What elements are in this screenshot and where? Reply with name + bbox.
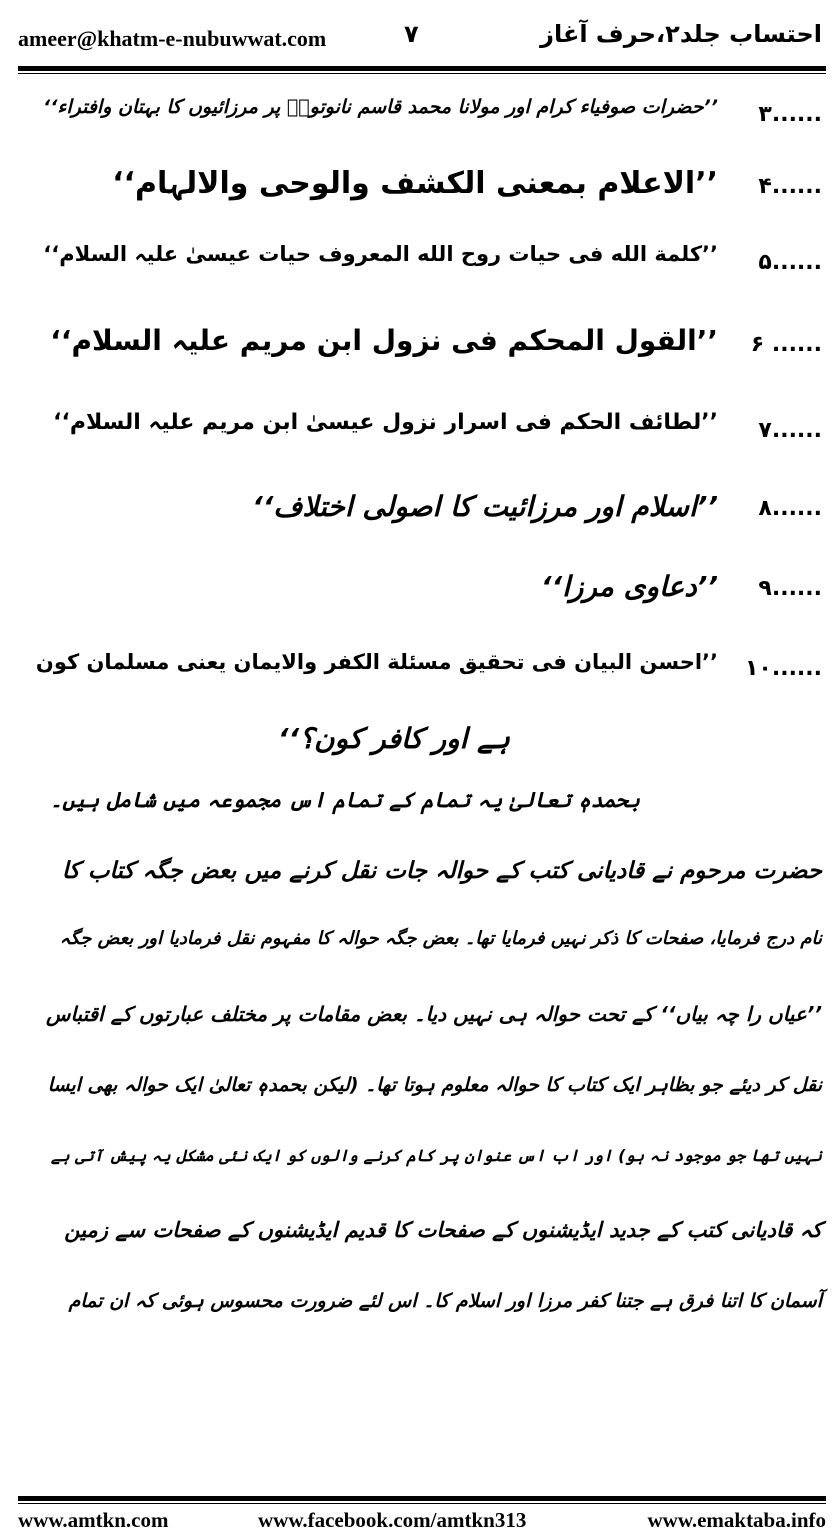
body-line: ’’عیاں را چہ بیاں‘‘ کے تحت حوالہ ہی نہیں دیا۔ بعض مقامات پر مختلف عبارتوں کے اقتباس	[46, 1002, 822, 1026]
list-item-number: ۹......	[758, 576, 822, 601]
list-item-text: ’’الاعلام بمعنی الکشف والوحی والالہام‘‘	[112, 166, 718, 201]
list-item-text: ’’کلمة الله فی حیات روح الله المعروف حیات عیسیٰ علیہ السلام‘‘	[43, 242, 718, 266]
footer-link-facebook[interactable]: www.facebook.com/amtkn313	[258, 1508, 527, 1532]
page-header	[0, 0, 840, 70]
list-item-number: ۸......	[758, 496, 822, 521]
list-item-number: ۷......	[758, 418, 822, 443]
body-line: بحمدہٖ تعالیٰ یہ تمام کے تمام اس مجموعہ میں شامل ہیں۔	[50, 788, 640, 812]
footer-rule	[18, 1496, 826, 1501]
page-number: ۷	[404, 20, 419, 48]
footer-link-amtkn[interactable]: www.amtkn.com	[18, 1508, 169, 1532]
list-item-number: ۱۰......	[745, 656, 822, 681]
body-line: نام درج فرمایا، صفحات کا ذکر نہیں فرمایا تھا۔ بعض جگہ حوالہ کا مفہوم نقل فرمادیا اور بعض جگہ	[59, 928, 822, 949]
list-item-text: ’’احسن البیان فی تحقیق مسئلة الکفر والایمان یعنی مسلمان کون	[35, 650, 718, 674]
body-line: کہ قادیانی کتب کے جدید ایڈیشنوں کے صفحات کا قدیم ایڈیشنوں کے صفحات سے زمین	[64, 1218, 822, 1242]
body-line: نقل کر دیئے جو بظاہر ایک کتاب کا حوالہ معلوم ہوتا تھا۔ (لیکن بحمدہٖ تعالیٰ ایک حوالہ بھی ایسا	[47, 1074, 822, 1096]
body-line: آسمان کا اتنا فرق ہے جتنا کفر مرزا اور اسلام کا۔ اس لئے ضرورت محسوس ہوئی کہ ان تمام	[68, 1290, 822, 1312]
header-title: احتساب جلد۲،حرف آغاز	[540, 20, 822, 48]
list-item-text: ’’دعاوی مرزا‘‘	[540, 570, 718, 603]
footer-link-emaktaba[interactable]: www.emaktaba.info	[647, 1508, 826, 1532]
list-item-text: ’’حضرات صوفیاء کرام اور مولانا محمد قاسم نانوتویؒ پر مرزائیوں کا بہتان وافتراء‘‘	[42, 96, 718, 118]
header-email: ameer@khatm-e-nubuwwat.com	[18, 26, 327, 51]
list-item-continuation: ہے اور کافر کون؟‘‘	[277, 722, 510, 755]
list-item-text: ’’اسلام اور مرزائیت کا اصولی اختلاف‘‘	[252, 490, 718, 523]
header-rule-thin	[18, 73, 826, 74]
list-item-number: ۴......	[758, 174, 822, 199]
body-line: حضرت مرحوم نے قادیانی کتب کے حوالہ جات نقل کرنے میں بعض جگہ کتاب کا	[61, 858, 822, 884]
list-item-number: ۳......	[758, 102, 822, 127]
footer-rule-thin	[18, 1503, 826, 1504]
list-item-number: ۵......	[758, 250, 822, 275]
list-item-text: ’’لطائف الحکم فی اسرار نزول عیسیٰ ابن مریم علیہ السلام‘‘	[53, 410, 718, 435]
body-line: نہیں تھا جو موجود نہ ہو) اور اب اس عنوان پر کام کرنے والوں کو ایک نئی مشکل یہ پیش آتی ہے	[50, 1146, 822, 1165]
header-rule	[18, 66, 826, 71]
list-item-text: ’’القول المحکم فی نزول ابن مریم علیہ السلام‘‘	[50, 324, 718, 357]
list-item-number: ۶ ......	[750, 332, 822, 357]
page-footer	[18, 1508, 826, 1536]
